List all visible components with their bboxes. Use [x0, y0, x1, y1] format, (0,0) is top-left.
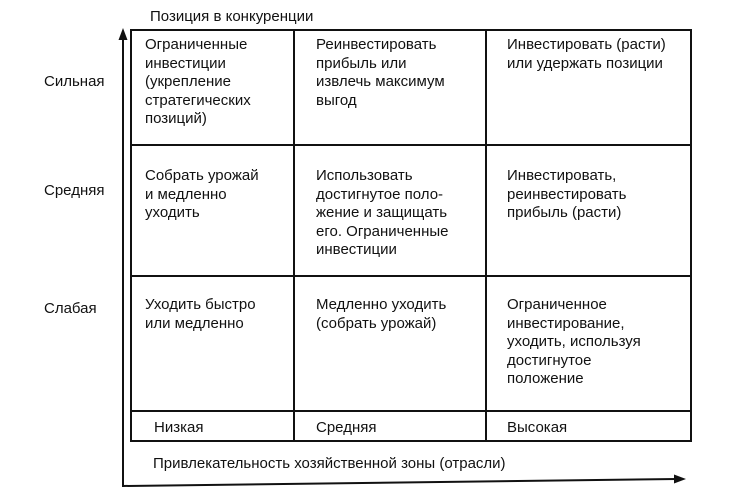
- cell-weak-high: Ограниченное инвестирование, уходить, используя достигнутое положение: [507, 296, 641, 387]
- cell-medium-high: Инвестировать, реинвестировать прибыль (расти): [507, 167, 627, 221]
- y-axis-title: Позиция в конкуренции: [150, 8, 314, 25]
- column-label-high: Высокая: [507, 419, 568, 436]
- cell-strong-low: Ограниченные инвестиции (укрепление стратегических позиций): [145, 36, 251, 127]
- cell-weak-low: Уходить быстро или медленно: [145, 296, 256, 332]
- row-divider: [132, 144, 690, 146]
- row-divider: [132, 410, 690, 412]
- column-label-low: Низкая: [154, 419, 204, 436]
- x-axis-title: Привлекательность хозяйственной зоны (отрасли): [153, 455, 506, 472]
- column-divider: [485, 31, 487, 440]
- row-label-medium: Средняя: [44, 182, 105, 199]
- x-axis-line: [123, 479, 677, 486]
- column-label-medium: Средняя: [316, 419, 377, 436]
- cell-strong-high: Инвестировать (расти) или удержать позиции: [507, 36, 666, 72]
- cell-medium-medium: Использовать достигнутое поло- жение и защищать его. Ограниченные инвестиции: [316, 167, 449, 258]
- row-label-strong: Сильная: [44, 73, 105, 90]
- y-axis-arrowhead: [119, 28, 128, 40]
- cell-medium-low: Собрать урожай и медленно уходить: [145, 167, 259, 221]
- x-axis-arrowhead: [674, 475, 686, 484]
- column-divider: [293, 31, 295, 440]
- row-divider: [132, 275, 690, 277]
- strategy-matrix: [130, 29, 692, 442]
- cell-weak-medium: Медленно уходить (собрать урожай): [316, 296, 447, 332]
- row-label-weak: Слабая: [44, 300, 97, 317]
- cell-strong-medium: Реинвестировать прибыль или извлечь максимум выгод: [316, 36, 445, 109]
